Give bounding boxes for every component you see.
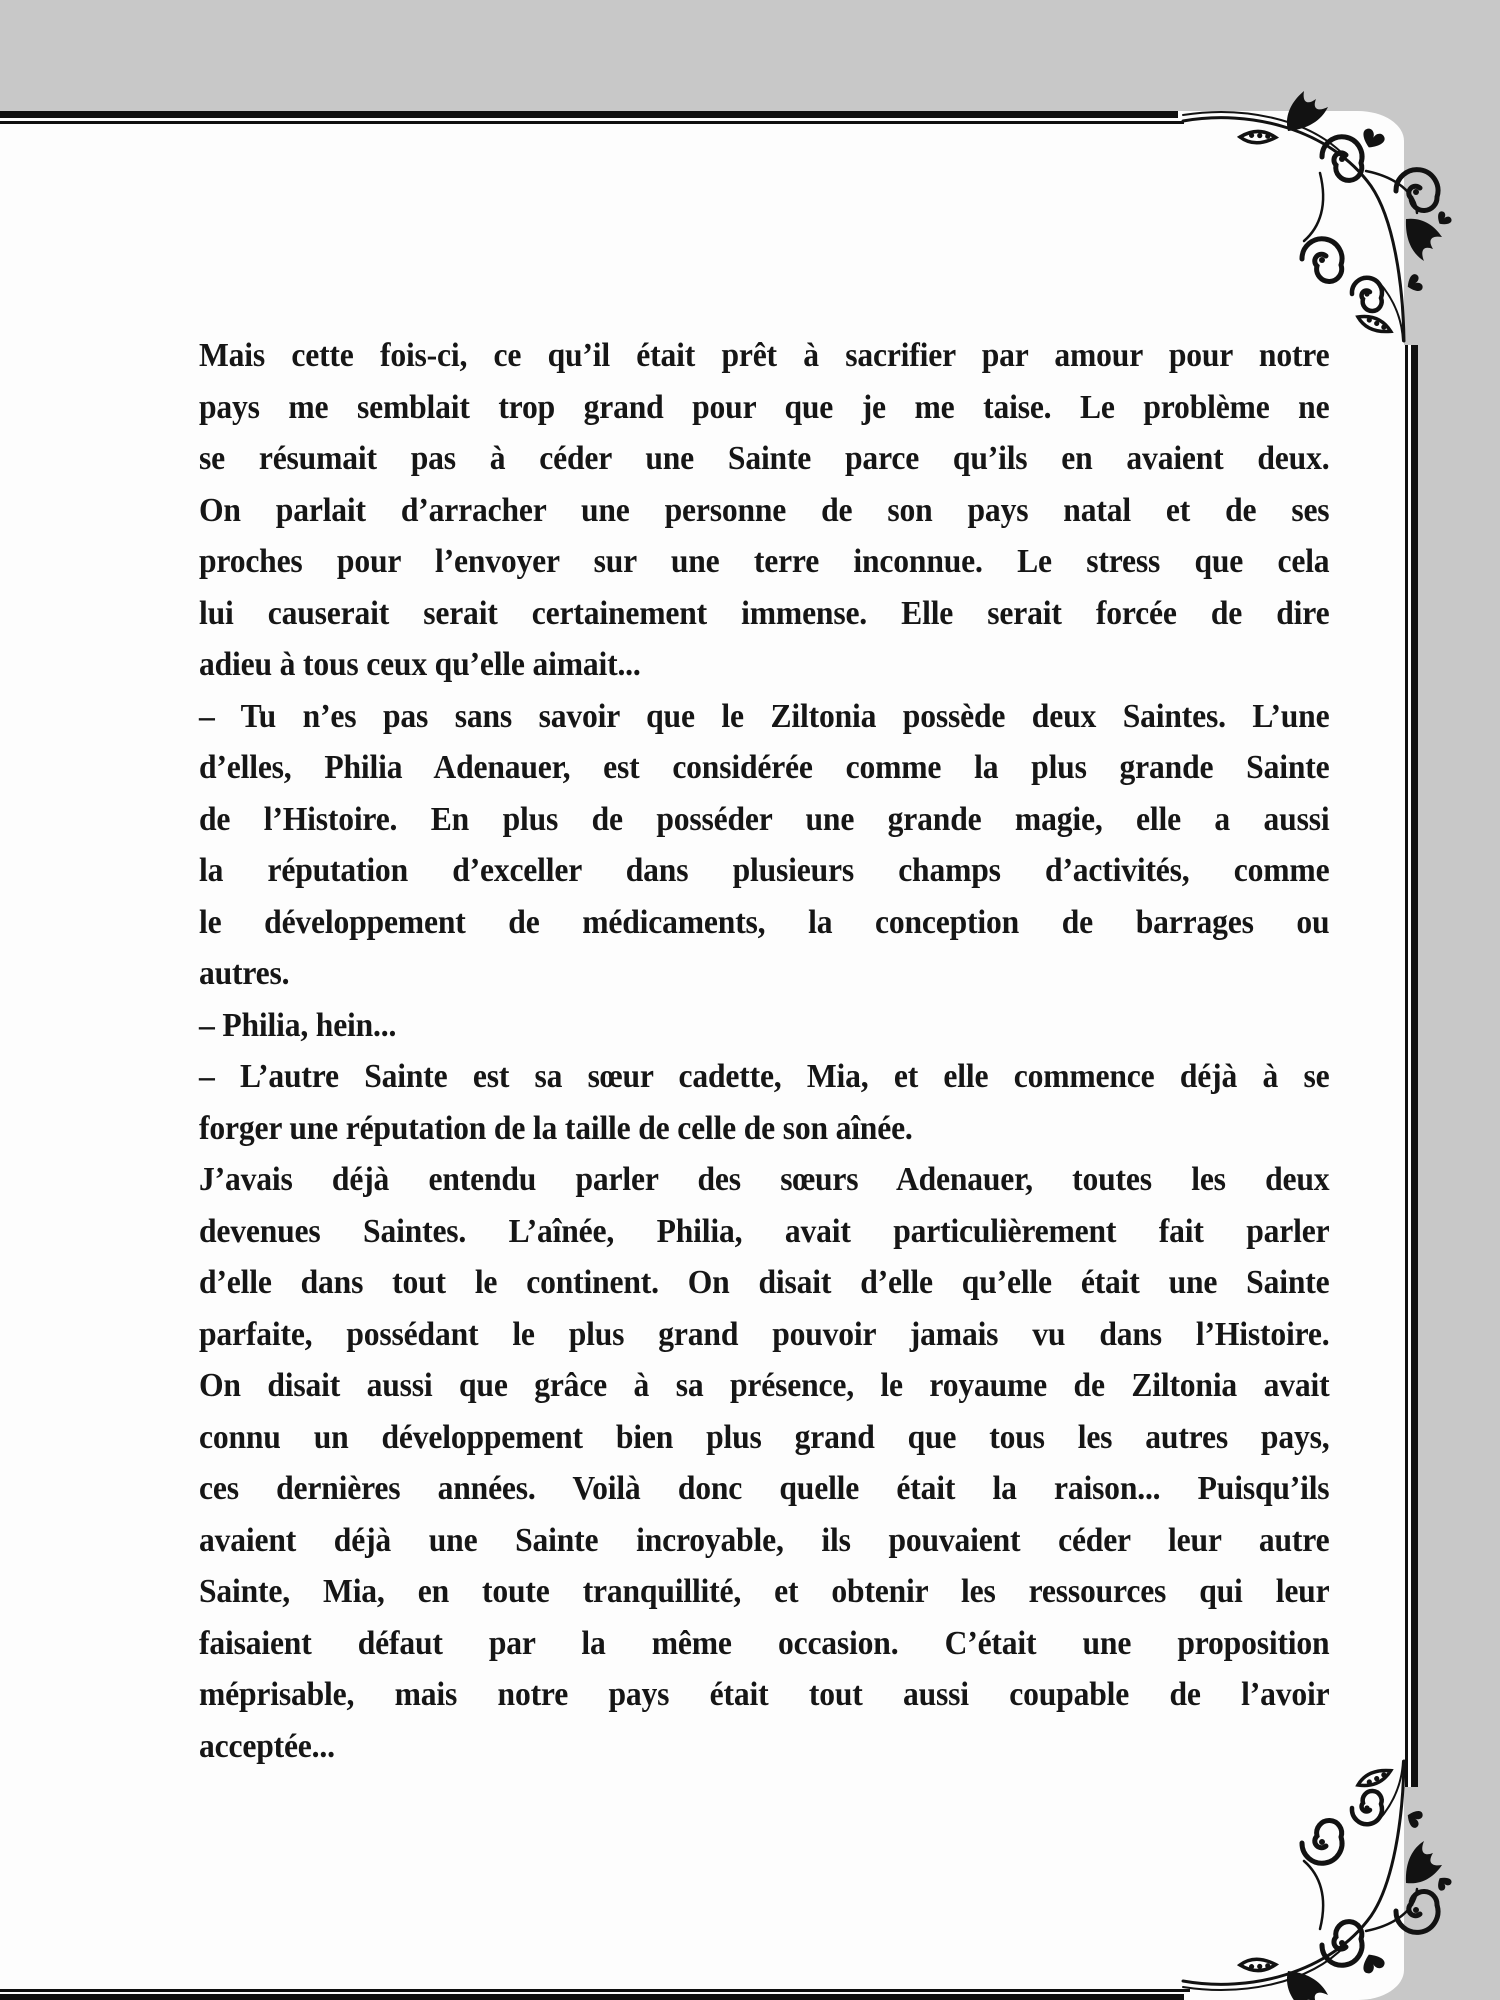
page-text	[199, 330, 1329, 1772]
text-line: parfaite, possédant le plus grand pouvoir jamais vu dans l’Histoire.	[199, 1315, 1330, 1353]
text-line: la réputation d’exceller dans plusieurs champs d’activités, comme	[199, 852, 1330, 889]
paragraph	[199, 330, 1329, 691]
text-line: se résumait pas à céder une Sainte parce qu’ils en avaient deux.	[199, 440, 1330, 477]
text-line: d’elle dans tout le continent. On disait d’elle qu’elle était une Sainte	[199, 1264, 1330, 1301]
text-line: autres.	[199, 955, 290, 992]
paragraph	[199, 691, 1329, 1000]
text-line: avaient déjà une Sainte incroyable, ils pouvaient céder leur autre	[199, 1521, 1330, 1559]
text-line: On parlait d’arracher une personne de son pays natal et de ses	[199, 491, 1330, 529]
text-line: d’elles, Philia Adenauer, est considérée comme la plus grande Sainte	[199, 749, 1330, 786]
text-line: de l’Histoire. En plus de posséder une grande magie, elle a aussi	[199, 800, 1330, 838]
corner-flourish-icon	[1170, 85, 1470, 355]
text-line: acceptée...	[199, 1727, 335, 1765]
text-line: faisaient défaut par la même occasion. C’était une proposition	[199, 1624, 1330, 1662]
text-line: pays me semblait trop grand pour que je me taise. Le problème ne	[199, 388, 1330, 426]
text-line: J’avais déjà entendu parler des sœurs Adenauer, toutes les deux	[199, 1161, 1330, 1198]
text-line: adieu à tous ceux qu’elle aimait...	[199, 646, 641, 683]
text-line: méprisable, mais notre pays était tout aussi coupable de l’avoir	[199, 1676, 1330, 1713]
bottom-border-thick-rule	[0, 1994, 1184, 2000]
text-line: lui causerait serait certainement immense. Elle serait forcée de dire	[199, 594, 1330, 632]
top-border-thin-rule	[0, 121, 1184, 124]
paragraph	[199, 1000, 1329, 1052]
right-border-thin-rule	[1405, 345, 1408, 1787]
text-line: forger une réputation de la taille de celle de son aînée.	[199, 1109, 913, 1147]
text-line: devenues Saintes. L’aînée, Philia, avait particulièrement fait parler	[199, 1212, 1330, 1250]
text-line: Sainte, Mia, en toute tranquillité, et obtenir les ressources qui leur	[199, 1573, 1330, 1610]
text-line: connu un développement bien plus grand que tous les autres pays,	[199, 1418, 1330, 1456]
corner-flourish-mirrored-icon	[1170, 1747, 1470, 2000]
text-line: Mais cette fois-ci, ce qu’il était prêt à sacrifier par amour pour notre	[199, 337, 1330, 374]
text-line: – Tu n’es pas sans savoir que le Ziltonia possède deux Saintes. L’une	[199, 697, 1330, 735]
paragraph	[199, 1154, 1329, 1772]
paragraph	[199, 1051, 1329, 1154]
text-line: On disait aussi que grâce à sa présence, le royaume de Ziltonia avait	[199, 1367, 1330, 1404]
text-line: proches pour l’envoyer sur une terre inconnue. Le stress que cela	[199, 543, 1330, 580]
text-line: ces dernières années. Voilà donc quelle était la raison... Puisqu’ils	[199, 1470, 1330, 1507]
text-line: – Philia, hein...	[199, 1006, 397, 1044]
top-border-thick-rule	[0, 111, 1178, 118]
text-line: – L’autre Sainte est sa sœur cadette, Mia, et elle commence déjà à se	[199, 1058, 1330, 1095]
right-border-thick-rule	[1411, 345, 1418, 1787]
bottom-border-thin-rule	[0, 1989, 1190, 1992]
text-line: le développement de médicaments, la conception de barrages ou	[199, 903, 1330, 941]
